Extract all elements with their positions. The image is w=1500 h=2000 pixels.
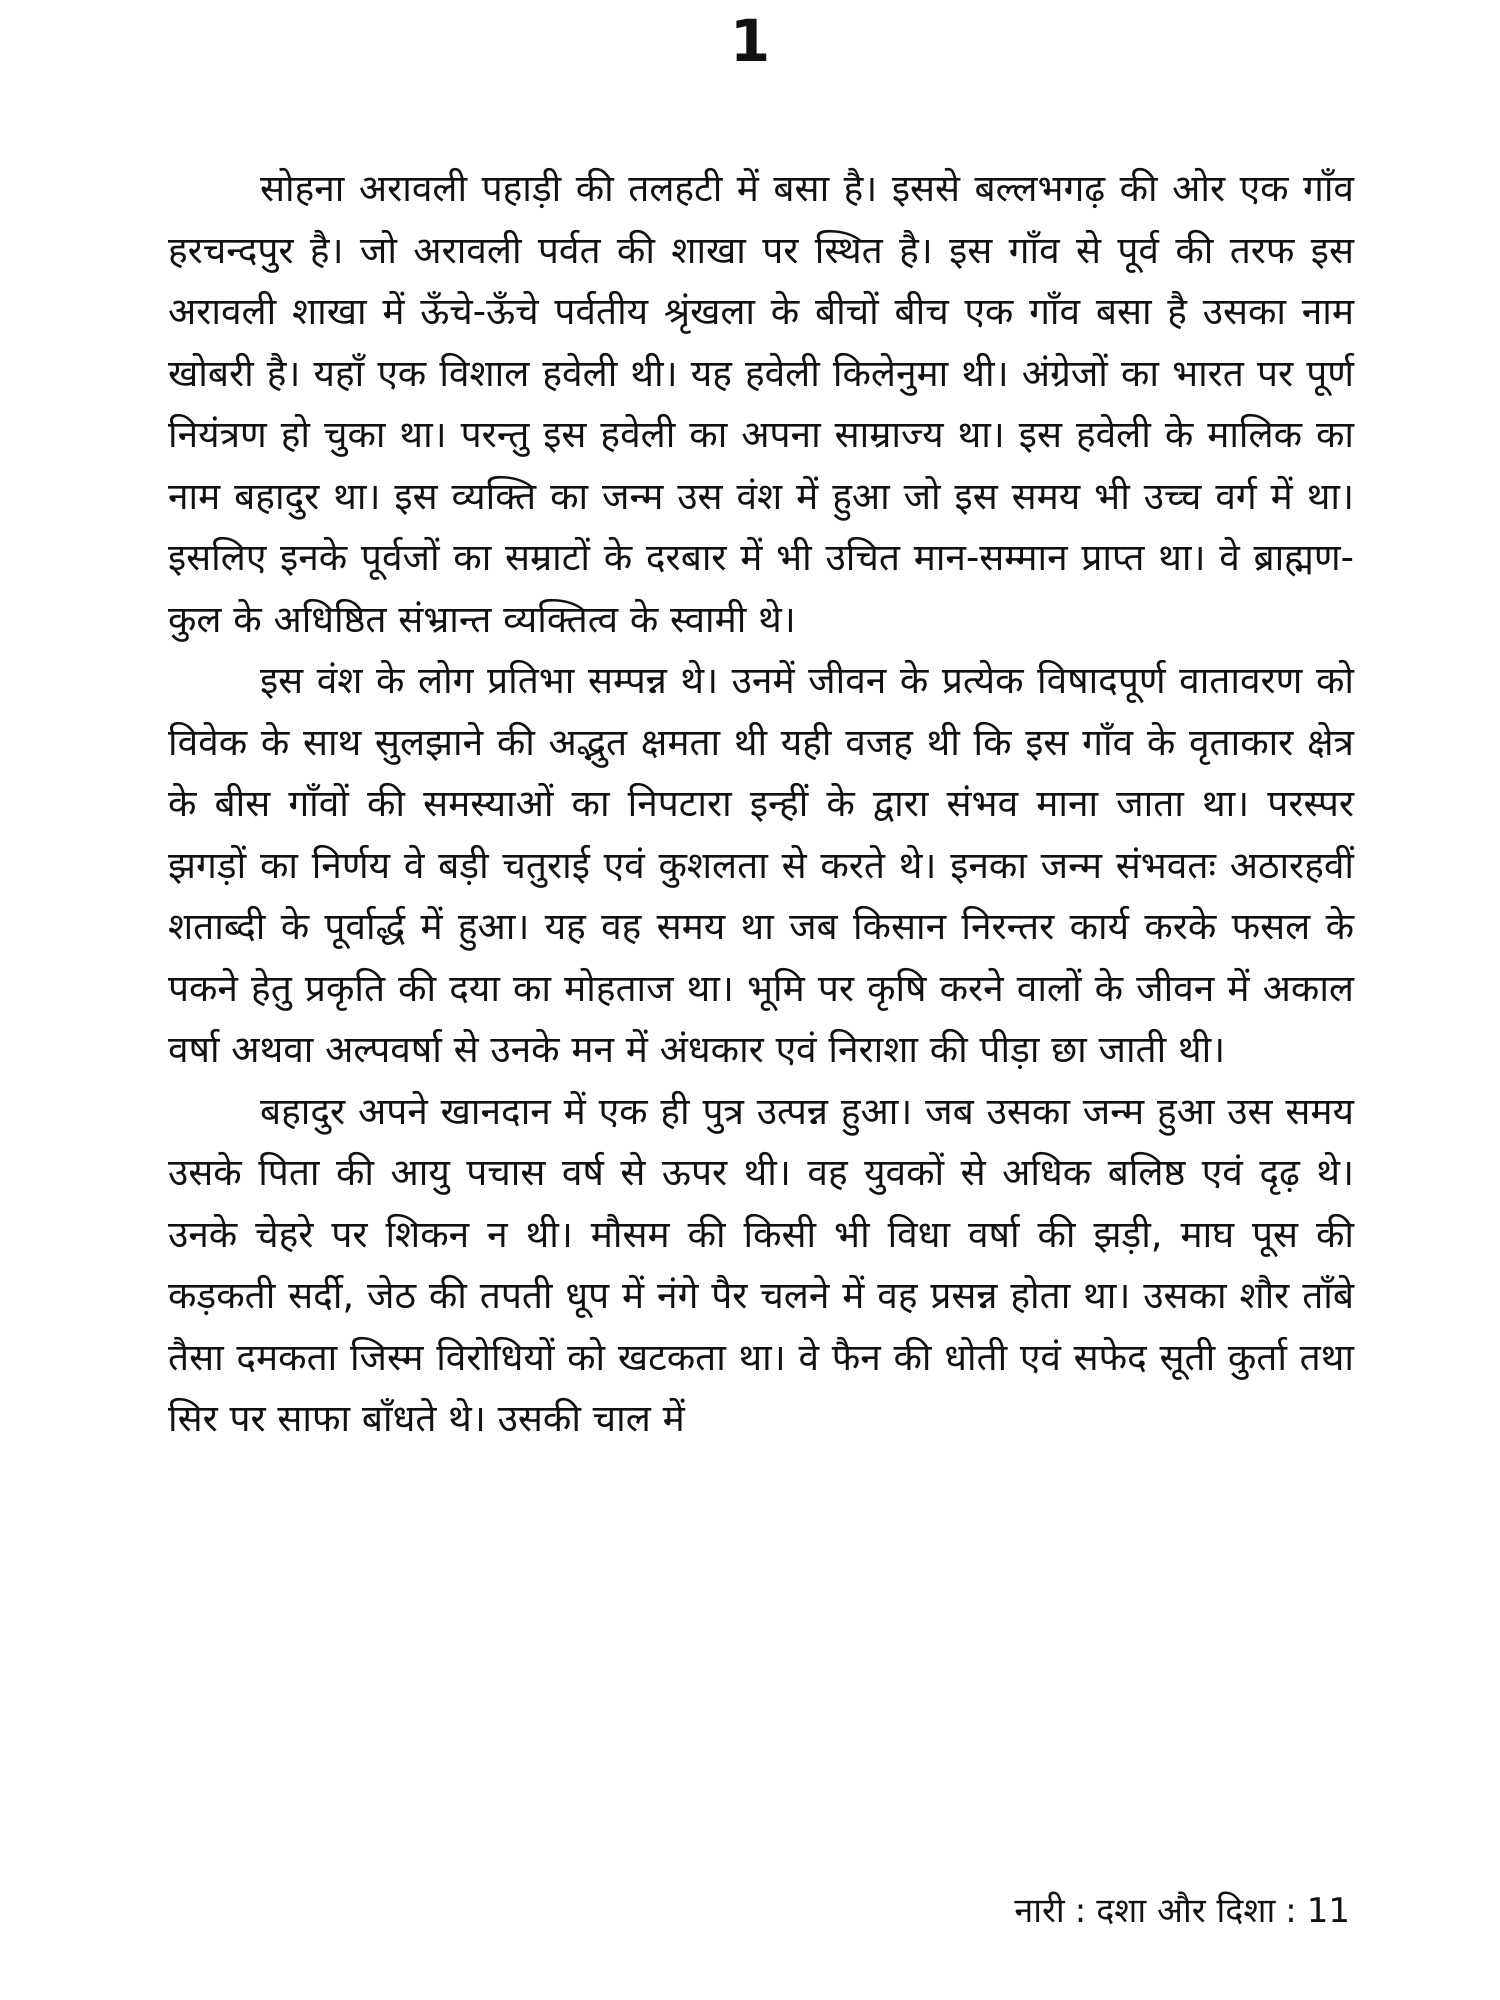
page-number: 11	[1306, 1891, 1350, 1931]
footer-separator: :	[1285, 1891, 1297, 1931]
paragraph-3: बहादुर अपने खानदान में एक ही पुत्र उत्पन्न हुआ। जब उसका जन्म हुआ उस समय उसके पिता की आयु पचास वर्ष से ऊपर थी। वह युवकों से अधिक बलिष्ठ एवं दृढ़ थे। उनके चेहरे पर शिकन न थी। मौसम की किसी भी विधा वर्षा की झड़ी, माघ पूस की कड़कती सर्दी, जेठ की तपती धूप में नंगे पैर चलने में वह प्रसन्न होता था। उसका शौर ताँबे तैसा दमकता जिस्म विरोधियों को खटकता था। वे फैन की धोती एवं सफेद सूती कुर्ता तथा सिर पर साफा बाँधते थे। उसकी चाल में	[168, 1089, 1354, 1440]
chapter-number: 1	[729, 7, 771, 75]
footer-title-part1: नारी	[1014, 1891, 1065, 1931]
footer-title-part2: दशा और दिशा	[1096, 1891, 1276, 1931]
paragraph-2: इस वंश के लोग प्रतिभा सम्पन्न थे। उनमें जीवन के प्रत्येक विषादपूर्ण वातावरण को विवेक के साथ सुलझाने की अद्भुत क्षमता थी यही वजह थी कि इस गाँव के वृताकार क्षेत्र के बीस गाँवों की समस्याओं का निपटारा इन्हीं के द्वारा संभव माना जाता था। परस्पर झगड़ों का निर्णय वे बड़ी चतुराई एवं कुशलता से करते थे। इनका जन्म संभवतः अठारहवीं शताब्दी के पूर्वार्द्ध में हुआ। यह वह समय था जब किसान निरन्तर कार्य करके फसल के पकने हेतु प्रकृति की दया का मोहताज था। भूमि पर कृषि करने वालों के जीवन में अकाल वर्षा अथवा अल्पवर्षा से उनके मन में अंधकार एवं निराशा की पीड़ा छा जाती थी।	[168, 659, 1354, 1071]
paragraph-1: सोहना अरावली पहाड़ी की तलहटी में बसा है। इससे बल्लभगढ़ की ओर एक गाँव हरचन्दपुर है। जो अरावली पर्वत की शाखा पर स्थित है। इस गाँव से पूर्व की तरफ इस अरावली शाखा में ऊँचे-ऊँचे पर्वतीय श्रृंखला के बीचों बीच एक गाँव बसा है उसका नाम खोबरी है। यहाँ एक विशाल हवेली थी। यह हवेली किलेनुमा थी। अंग्रेजों का भारत पर पूर्ण नियंत्रण हो चुका था। परन्तु इस हवेली का अपना साम्राज्य था। इस हवेली के मालिक का नाम बहादुर था। इस व्यक्ति का जन्म उस वंश में हुआ जो इस समय भी उच्च वर्ग में था। इसलिए इनके पूर्वजों का सम्राटों के दरबार में भी उचित मान-सम्मान प्राप्त था। वे ब्राह्मण-कुल के अधिष्ठित संभ्रान्त व्यक्तित्व के स्वामी थे।	[168, 167, 1354, 641]
body-text	[168, 158, 1354, 1450]
page-footer	[1014, 1888, 1350, 1934]
footer-separator: :	[1074, 1891, 1087, 1931]
